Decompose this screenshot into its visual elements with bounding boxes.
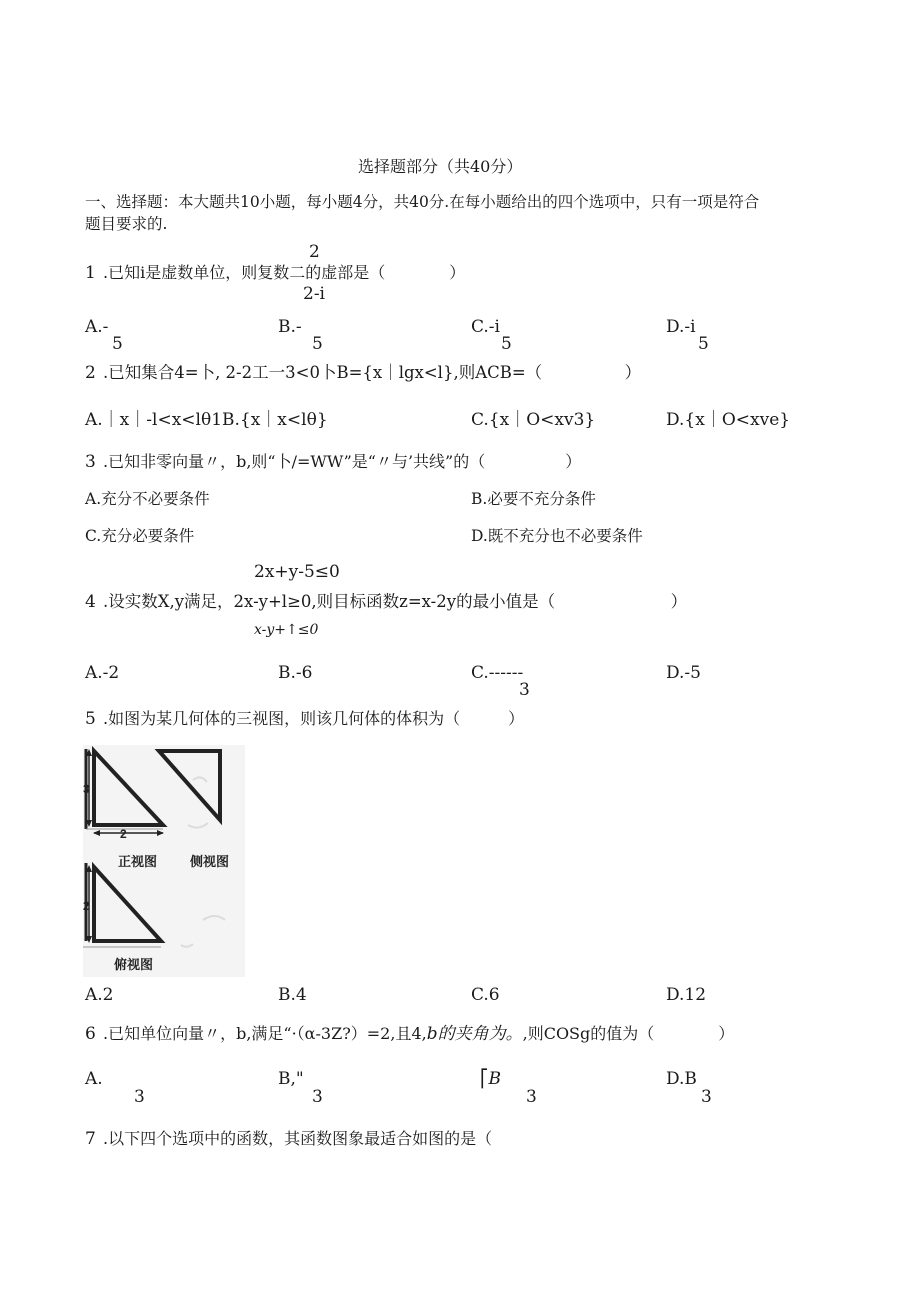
- q3-stem: .已知非零向量〃，b,则“卜/=WW”是“〃与’共线”的（ ）: [103, 452, 582, 471]
- three-view-figure: [83, 745, 245, 977]
- side-view-caption: 侧视图: [190, 855, 230, 870]
- q4-constraint-3: x-y+↑≤0: [254, 622, 319, 638]
- q1-option-c: C.-i: [471, 317, 500, 337]
- front-height-label: 3: [83, 782, 90, 796]
- q1-option-d: D.-i: [666, 317, 696, 337]
- q2-option-d: D.{x｜O<xve}: [666, 410, 791, 430]
- q4-option-c: C.------: [471, 663, 524, 683]
- q4-option-a: A.-2: [85, 663, 120, 683]
- q6-stem-italic: b的夹角为。: [426, 1024, 523, 1044]
- q4-stem: .设实数X,y满足，2x-y+l≥0,则目标函数z=x-2y的最小值是（ ）: [103, 592, 688, 611]
- instructions-line-1: 一、选择题：本大题共10小题，每小题4分，共40分.在每小题给出的四个选项中，只有一项是符合: [85, 193, 760, 211]
- q6-option-d-den: 3: [701, 1087, 712, 1107]
- q5-option-a: A.2: [85, 985, 114, 1005]
- q4-option-d: D.-5: [666, 663, 701, 683]
- q6-stem: [103, 1024, 734, 1044]
- q6-option-c: ⎡B: [480, 1069, 501, 1089]
- q6-number: 6: [85, 1024, 96, 1044]
- q5-number: 5: [85, 709, 96, 729]
- q2-stem: .已知集合4=卜, 2-2工一3<0卜B={x｜lgx<l},则ACB=（ ）: [103, 363, 642, 382]
- q1-denominator: 2-i: [303, 284, 325, 304]
- q4-number: 4: [85, 592, 96, 612]
- q1-option-d-den: 5: [698, 334, 709, 354]
- q2-option-ab: A.｜x｜-l<x<lθ1B.{x｜x<lθ}: [85, 410, 328, 430]
- front-view-caption: 正视图: [118, 855, 158, 870]
- q1-option-b-den: 5: [312, 334, 323, 354]
- section-title: 选择题部分（共40分）: [358, 157, 523, 176]
- q5-stem: .如图为某几何体的三视图，则该几何体的体积为（ ）: [103, 709, 525, 728]
- q4-option-b: B.-6: [278, 663, 313, 683]
- q6-option-c-den: 3: [526, 1087, 537, 1107]
- q1-numerator: 2: [309, 242, 320, 262]
- q7-stem: .以下四个选项中的函数，其函数图象最适合如图的是（: [103, 1129, 493, 1148]
- q2-option-c: C.{x｜O<xv3}: [471, 410, 596, 430]
- q6-option-b-den: 3: [312, 1087, 323, 1107]
- q3-option-b: B.必要不充分条件: [471, 490, 596, 508]
- q6-stem-part-2: ,则COSg的值为（ ）: [522, 1024, 735, 1043]
- q6-stem-part-1: .已知单位向量〃，b,满足“·（α-3Z?）=2,且4,: [103, 1024, 427, 1043]
- q6-option-a-den: 3: [134, 1087, 145, 1107]
- q1-number: 1: [85, 263, 96, 283]
- front-width-label: 2: [120, 827, 127, 841]
- q5-option-d: D.12: [666, 985, 707, 1005]
- q6-option-b: B,": [278, 1069, 304, 1089]
- q4-option-c-den: 3: [519, 680, 530, 700]
- q3-option-a: A.充分不必要条件: [85, 490, 210, 508]
- top-view-caption: 俯视图: [114, 958, 154, 973]
- q3-option-d: D.既不充分也不必要条件: [471, 527, 643, 545]
- top-height-label: 2: [83, 899, 90, 913]
- q1-option-a: A.-: [85, 317, 109, 337]
- q3-option-c: C.充分必要条件: [85, 527, 195, 545]
- q3-number: 3: [85, 452, 96, 472]
- q6-option-a: A.: [85, 1069, 103, 1089]
- q6-option-d: D.B: [666, 1069, 697, 1089]
- q5-option-b: B.4: [278, 985, 307, 1005]
- q1-stem: .已知i是虚数单位，则复数二的虚部是（ ）: [103, 263, 466, 282]
- q7-number: 7: [85, 1129, 96, 1149]
- instructions-line-2: 题目要求的.: [85, 215, 168, 233]
- q4-constraint-1: 2x+y-5≤0: [254, 562, 340, 582]
- q1-option-b: B.-: [278, 317, 302, 337]
- q5-option-c: C.6: [471, 985, 500, 1005]
- q1-option-a-den: 5: [112, 334, 123, 354]
- q1-option-c-den: 5: [501, 334, 512, 354]
- q2-number: 2: [85, 363, 96, 383]
